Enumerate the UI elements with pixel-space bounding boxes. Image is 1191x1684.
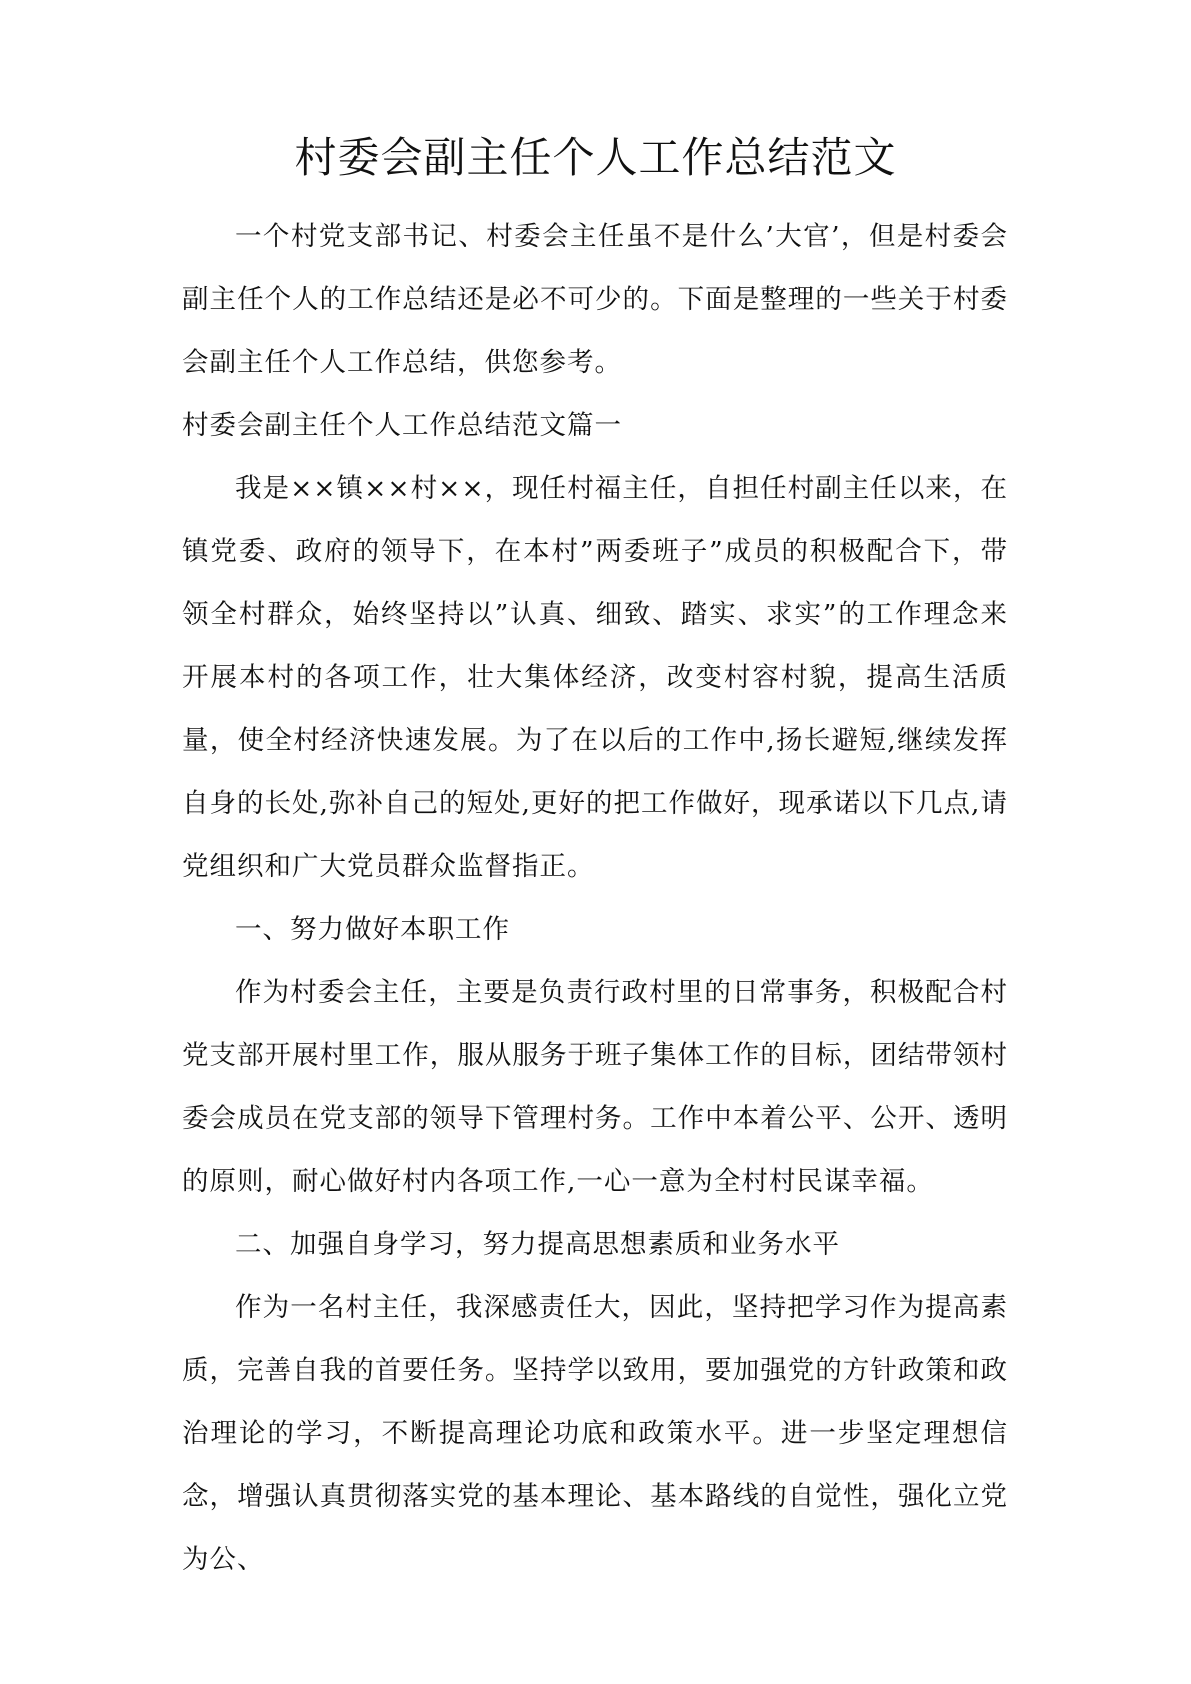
body-paragraph: 作为村委会主任，主要是负责行政村里的日常事务，积极配合村党支部开展村里工作，服从服务于班子集体工作的目标，团结带领村委会成员在党支部的领导下管理村务。工作中本着公平、公开、透明的原则，耐心做好村内各项工作,一心一意为全村村民谋幸福。 xyxy=(182,977,1008,1197)
body-paragraph: 我是××镇××村××，现任村福主任，自担任村副主任以来，在镇党委、政府的领导下，在本村”两委班子”成员的积极配合下，带领全村群众，始终坚持以”认真、细致、踏实、求实”的工作理念来开展本村的各项工作，壮大集体经济，改变村容村貌，提高生活质量，使全村经济快速发展。为了在以后的工作中,扬长避短,继续发挥自身的长处,弥补自己的短处,更好的把工作做好，现承诺以下几点,请党组织和广大党员群众监督指正。 xyxy=(182,473,1008,882)
document-title: 村委会副主任个人工作总结范文 xyxy=(294,133,897,182)
subheading-2: 二、加强自身学习，努力提高思想素质和业务水平 xyxy=(235,1229,840,1260)
section-heading: 村委会副主任个人工作总结范文篇一 xyxy=(182,410,622,441)
document-body xyxy=(182,205,1008,1591)
body-paragraph: 作为一名村主任，我深感责任大，因此，坚持把学习作为提高素质，完善自我的首要任务。坚持学以致用，要加强党的方针政策和政治理论的学习，不断提高理论功底和政策水平。进一步坚定理想信念，增强认真贯彻落实党的基本理论、基本路线的自觉性，强化立党为公、 xyxy=(182,1292,1008,1575)
subheading-1: 一、努力做好本职工作 xyxy=(235,914,510,945)
intro-paragraph: 一个村党支部书记、村委会主任虽不是什么’大官’，但是村委会副主任个人的工作总结还是必不可少的。下面是整理的一些关于村委会副主任个人工作总结，供您参考。 xyxy=(182,221,1008,378)
